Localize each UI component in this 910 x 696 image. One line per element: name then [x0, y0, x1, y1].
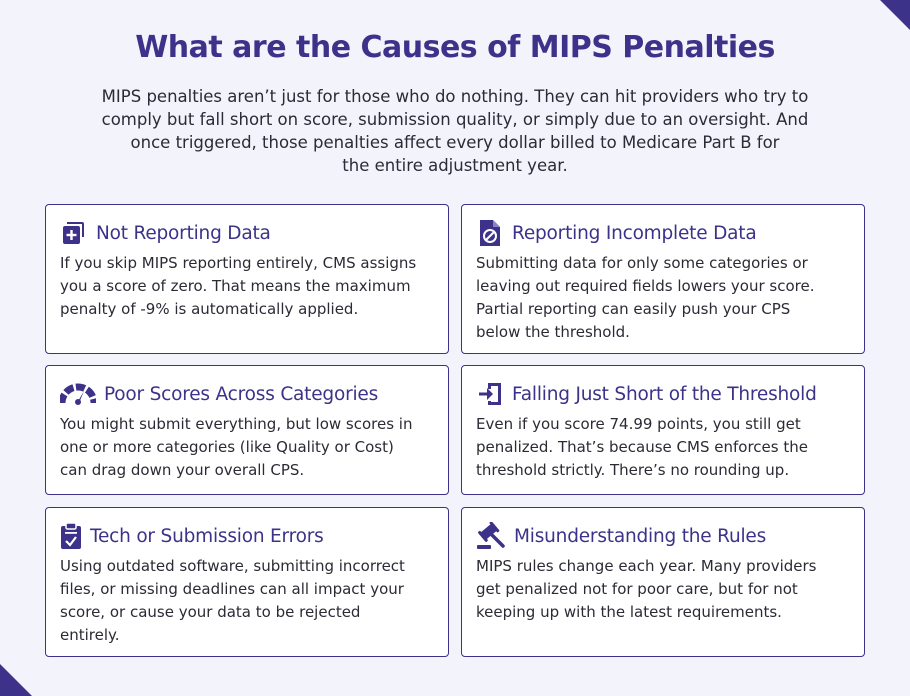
card-falling-short-threshold — [461, 365, 865, 495]
card-text-line: Submitting data for only some categories or — [476, 254, 808, 272]
document-blocked-icon — [476, 219, 504, 247]
card-title: Not Reporting Data — [96, 222, 271, 244]
card-misunderstanding-rules — [461, 507, 865, 657]
card-text-line: Partial reporting can easily push your CPS — [476, 300, 791, 318]
card-title: Tech or Submission Errors — [90, 525, 324, 547]
clipboard-check-icon — [60, 522, 82, 550]
gauge-icon — [60, 380, 96, 408]
card-not-reporting-data — [45, 204, 449, 354]
card-text-line: you a score of zero. That means the maximum — [60, 277, 411, 295]
card-text-line: get penalized not for poor care, but for not — [476, 580, 798, 598]
card-text-line: If you skip MIPS reporting entirely, CMS assigns — [60, 254, 417, 272]
card-title: Poor Scores Across Categories — [104, 383, 379, 405]
card-body — [476, 252, 851, 344]
page-title: What are the Causes of MIPS Penalties — [135, 30, 775, 65]
enter-door-icon — [476, 380, 504, 408]
card-title: Misunderstanding the Rules — [514, 525, 767, 547]
card-text-line: threshold strictly. There’s no rounding up. — [476, 461, 790, 479]
card-text-line: keeping up with the latest requirements. — [476, 603, 782, 621]
card-text-line: penalty of -9% is automatically applied. — [60, 300, 359, 318]
intro-paragraph — [55, 85, 855, 177]
card-header — [476, 380, 851, 408]
card-reporting-incomplete-data — [461, 204, 865, 354]
card-header — [60, 522, 435, 550]
card-text-line: You might submit everything, but low scores in — [60, 415, 413, 433]
card-title: Reporting Incomplete Data — [512, 222, 757, 244]
card-text-line: Using outdated software, submitting incorrect — [60, 557, 405, 575]
card-header — [476, 219, 851, 247]
card-header — [60, 219, 435, 247]
card-text-line: entirely. — [60, 626, 120, 644]
card-body — [60, 252, 435, 321]
card-text-line: below the threshold. — [476, 323, 630, 341]
card-text-line: Even if you score 74.99 points, you still get — [476, 415, 801, 433]
intro-line: comply but fall short on score, submission quality, or simply due to an oversight. And — [101, 110, 809, 129]
card-text-line: one or more categories (like Quality or Cost) — [60, 438, 394, 456]
corner-decoration-bottom-left — [0, 664, 32, 696]
card-header — [60, 380, 435, 408]
gavel-icon — [476, 522, 506, 550]
card-tech-submission-errors — [45, 507, 449, 657]
card-text-line: MIPS rules change each year. Many providers — [476, 557, 817, 575]
card-poor-scores — [45, 365, 449, 495]
medical-folder-icon — [60, 219, 88, 247]
card-body — [476, 413, 851, 482]
intro-line: the entire adjustment year. — [342, 156, 568, 175]
intro-line: once triggered, those penalties affect every dollar billed to Medicare Part B for — [130, 133, 780, 152]
card-text-line: can drag down your overall CPS. — [60, 461, 305, 479]
card-body — [60, 555, 435, 647]
card-text-line: penalized. That’s because CMS enforces the — [476, 438, 808, 456]
card-body — [60, 413, 435, 482]
card-text-line: score, or cause your data to be rejected — [60, 603, 361, 621]
card-text-line: leaving out required fields lowers your score. — [476, 277, 815, 295]
card-text-line: files, or missing deadlines can all impact your — [60, 580, 404, 598]
intro-line: MIPS penalties aren’t just for those who do nothing. They can hit providers who try to — [101, 87, 809, 106]
corner-decoration-top-right — [880, 0, 910, 30]
card-title: Falling Just Short of the Threshold — [512, 383, 817, 405]
card-header — [476, 522, 851, 550]
card-body — [476, 555, 851, 624]
